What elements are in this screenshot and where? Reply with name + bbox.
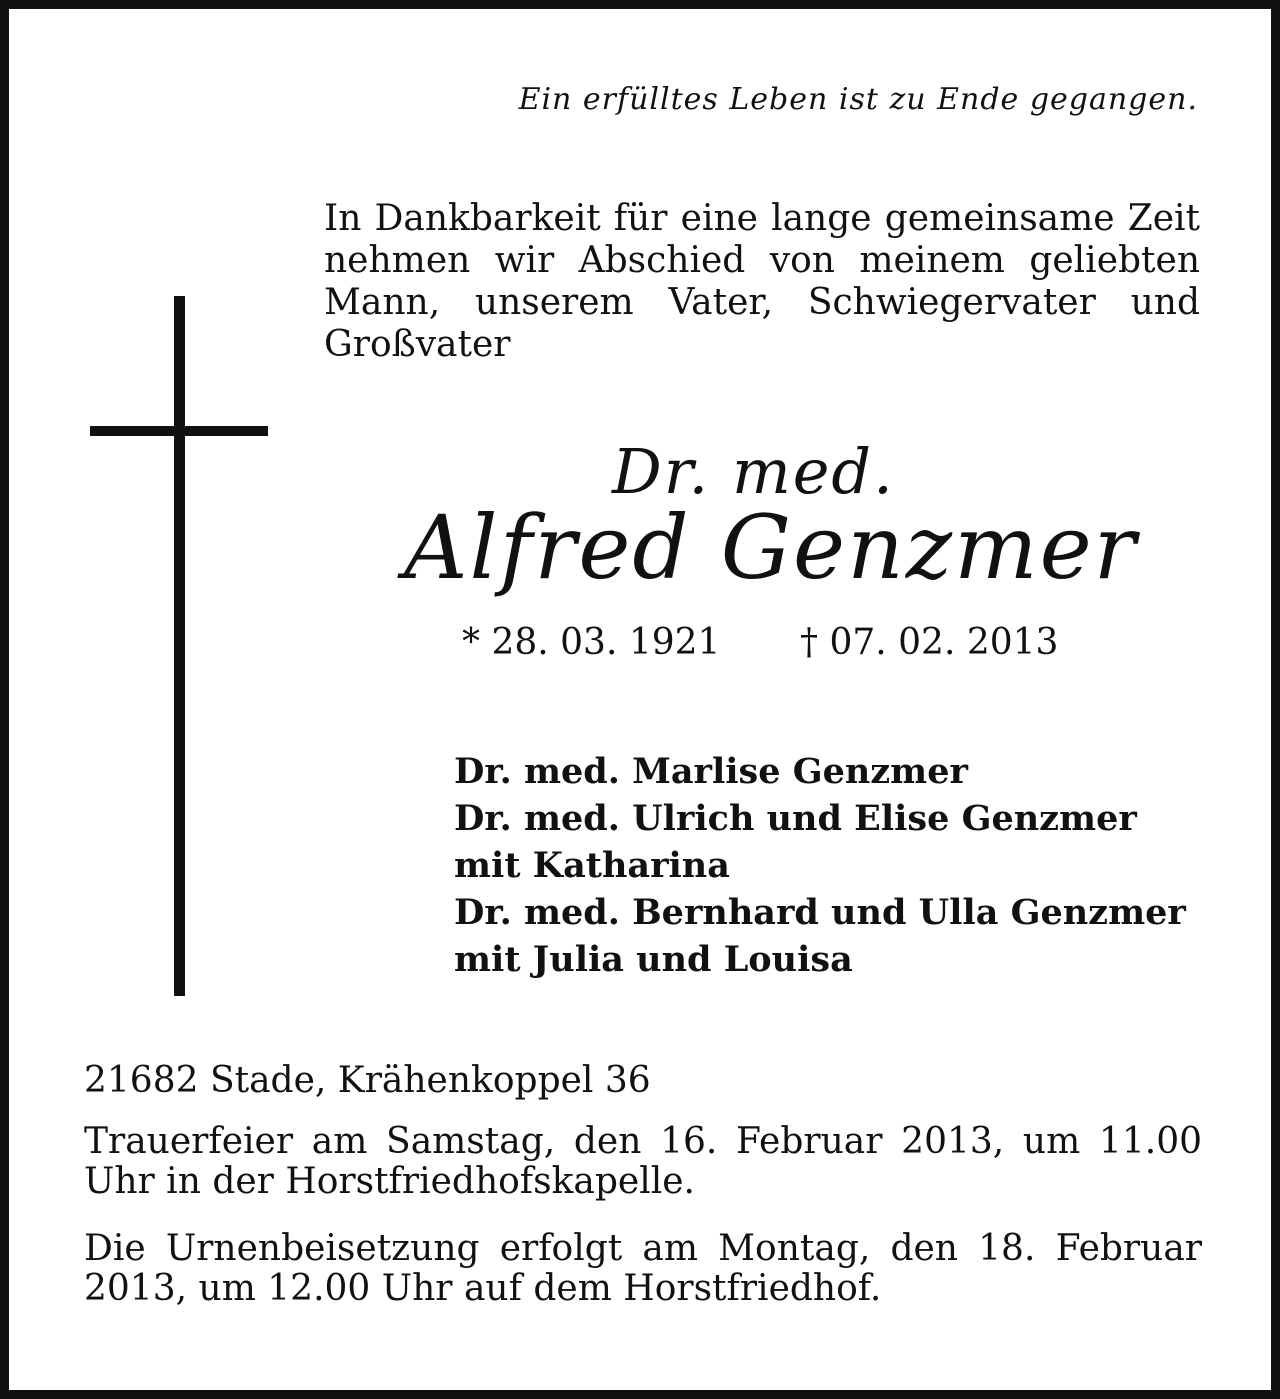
deceased-name: Alfred Genzmer <box>404 496 1138 599</box>
mourner-line: mit Katharina <box>454 845 730 886</box>
address: 21682 Stade, Krähenkoppel 36 <box>84 1060 651 1101</box>
mourners-list <box>454 748 1186 983</box>
cross-icon-vertical-bar <box>174 296 185 996</box>
cross-icon-horizontal-bar <box>90 426 268 436</box>
mourner-line: mit Julia und Louisa <box>454 939 853 980</box>
funeral-service-info: Trauerfeier am Samstag, den 16. Februar 2013, um 11.00 Uhr in der Horstfriedhofskapelle. <box>84 1121 1202 1202</box>
mourner-line: Dr. med. Ulrich und Elise Genzmer <box>454 798 1137 839</box>
intro-text: In Dankbarkeit für eine lange gemeinsame Zeit nehmen wir Abschied von meinem geliebten Mann, unserem Vater, Schwiegervater und Großvater <box>324 198 1200 365</box>
mourner-line: Dr. med. Marlise Genzmer <box>454 751 968 792</box>
motto: Ein erfülltes Leben ist zu Ende gegangen. <box>518 82 1198 117</box>
birth-date: * 28. 03. 1921 <box>462 622 721 663</box>
urn-burial-info: Die Urnenbeisetzung erfolgt am Montag, den 18. Februar 2013, um 12.00 Uhr auf dem Horstfriedhof. <box>84 1228 1202 1309</box>
mourner-line: Dr. med. Bernhard und Ulla Genzmer <box>454 892 1186 933</box>
death-date: † 07. 02. 2013 <box>800 622 1059 663</box>
deceased-title: Dr. med. <box>612 435 895 508</box>
